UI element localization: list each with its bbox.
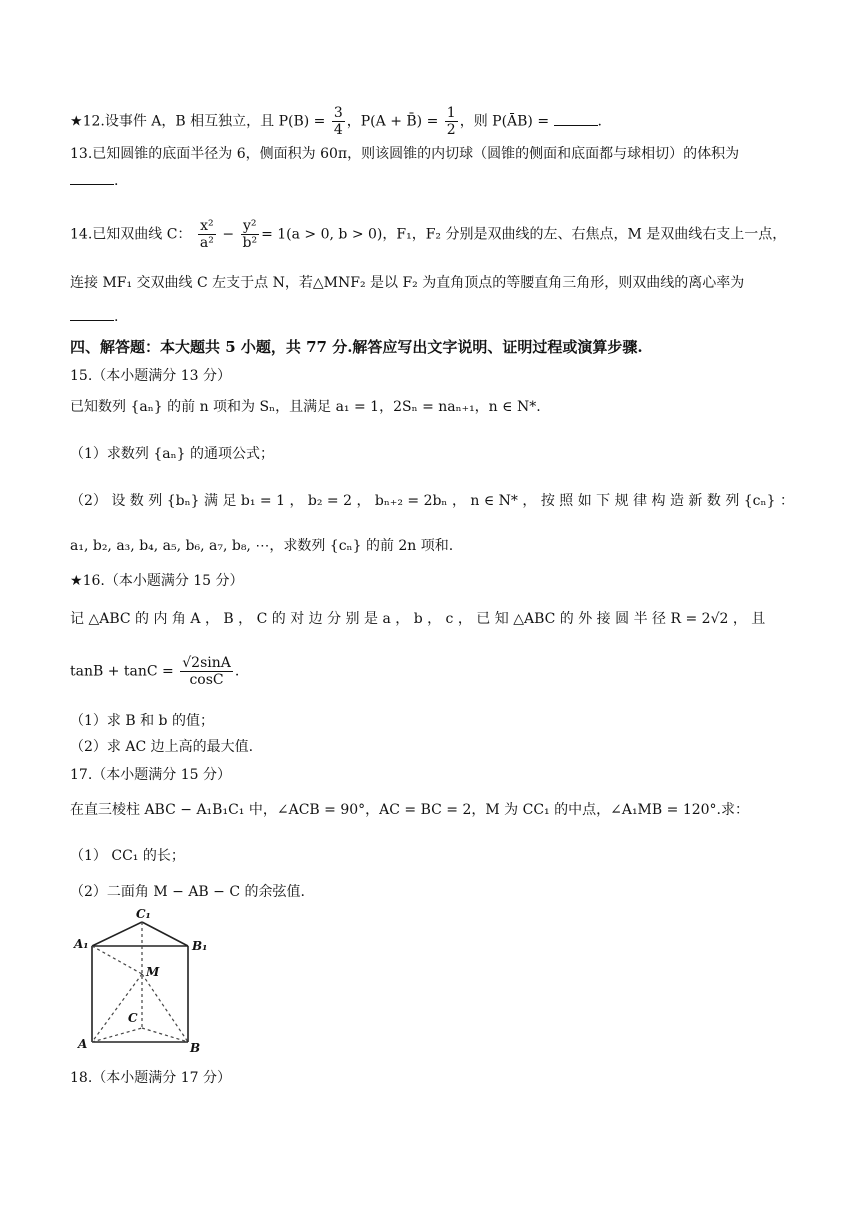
q12-fraction-2: $\frac{1}{2}$ [446, 105, 456, 138]
label-c: C [128, 1011, 138, 1025]
q15-part-2-line-2: a₁, b₂, a₃, b₄, a₅, b₆, a₇, b₈, ⋯，求数列 {cₙ} 的前 2n 项和. [70, 538, 454, 554]
q16-header: ★16.（本小题满分 15 分） [70, 573, 244, 589]
segment-a1-m [92, 946, 142, 974]
edge-a-c [92, 1028, 142, 1042]
q14-fraction-y: $\frac{\text{y²}}{\text{b²}}$ [242, 218, 258, 251]
q16-part-2: （2）求 AC 边上高的最大值. [70, 739, 254, 755]
label-b1: B₁ [192, 939, 208, 953]
label-m: M [146, 965, 160, 979]
question-13 [70, 144, 739, 164]
answer-blank[interactable] [554, 111, 598, 126]
q14-text-b: = 1(a > 0, b > 0)，F₁，F₂ 分别是双曲线的左、右焦点，M 是双曲线右支上一点， [261, 226, 787, 243]
label-a: A [78, 1037, 88, 1051]
q14-text-line2: 连接 MF₁ 交双曲线 C 左支于点 N，若△MNF₂ 是以 F₂ 为直角顶点的等腰直角三角形，则双曲线的离心率为 [70, 275, 745, 291]
q15-stem: 已知数列 {aₙ} 的前 n 项和为 Sₙ，且满足 a₁ = 1，2Sₙ = naₙ₊₁，n ∈ N*. [70, 399, 541, 415]
q17-part-2: （2）二面角 M − AB − C 的余弦值. [70, 884, 305, 900]
question-14-blank-line: . [70, 306, 118, 327]
segment-m-a [92, 974, 142, 1042]
edge-c1-b1 [142, 922, 188, 946]
segment-m-b [142, 974, 188, 1042]
label-a1: A₁ [74, 937, 89, 951]
q16-stem-line-1: 记 △ABC 的 内 角 A ， B ， C 的 对 边 分 别 是 a ， b ， c ， 已 知 △ABC 的 外 接 圆 半 径 R = 2√2 ， 且 [70, 611, 766, 627]
q16-part-1: （1）求 B 和 b 的值； [70, 713, 214, 729]
q17-part-1: （1） CC₁ 的长； [70, 848, 185, 864]
answer-blank[interactable] [70, 306, 114, 321]
answer-blank[interactable] [70, 170, 114, 185]
section-heading: 四、解答题：本大题共 5 小题，共 77 分.解答应写出文字说明、证明过程或演算步骤. [70, 338, 643, 356]
question-13-blank-line: . [70, 170, 118, 191]
edge-a1-c1 [92, 922, 142, 946]
q16-fraction: $\frac{√2\sin A}{\cos C}$ [182, 655, 231, 688]
q12-text-a: 12.设事件 A，B 相互独立，且 P(B) = [82, 113, 326, 130]
star-icon: ★ [70, 113, 83, 130]
q15-part-1: （1）求数列 {aₙ} 的通项公式； [70, 446, 275, 462]
question-12: ★12.设事件 A，B 相互独立，且 P(B) = $\frac{3}{4}$ ，P(A + B̄) = $\frac{1}{2}$ ，则 P(ĀB) = . [70, 105, 602, 138]
prism-figure [70, 908, 230, 1058]
label-c1: C₁ [136, 908, 151, 921]
q15-header: 15.（本小题满分 13 分） [70, 368, 231, 384]
q12-text-c: ，则 P(ĀB) = [459, 113, 550, 130]
q18-header: 18.（本小题满分 17 分） [70, 1070, 231, 1086]
star-icon: ★ [70, 573, 83, 589]
label-b: B [190, 1041, 201, 1055]
q13-text: 13.已知圆锥的底面半径为 6，侧面积为 60π，则该圆锥的内切球（圆锥的侧面和底面都与球相切）的体积为 [70, 146, 740, 162]
q12-fraction-1: $\frac{3}{4}$ [333, 105, 343, 138]
q17-header: 17.（本小题满分 15 分） [70, 767, 231, 783]
q14-text-a: 14.已知双曲线 C： [70, 226, 192, 243]
q17-stem: 在直三棱柱 ABC − A₁B₁C₁ 中，∠ACB = 90°，AC = BC = 2，M 为 CC₁ 的中点，∠A₁MB = 120°.求： [70, 802, 749, 818]
question-14: 14.已知双曲线 C： $\frac{\text{x²}}{\text{a²}}$ − $\frac{\text{y²}}{\text{b²}}$ = 1(a > 0, b > 0)，F₁，F₂ 分别是双曲线的左、右焦点，M 是双曲线右支上一点， [70, 218, 787, 251]
q12-text-b: ，P(A + B̄) = [346, 113, 439, 130]
q15-part-2-line-1: （2） 设 数 列 {bₙ} 满 足 b₁ = 1 ， b₂ = 2 ， bₙ₊₂ = 2bₙ ， n ∈ N* ， 按 照 如 下 规 律 构 造 新 数 列 {cₙ} ： [70, 493, 794, 509]
question-14-line-2 [70, 273, 744, 293]
q14-fraction-x: $\frac{\text{x²}}{\text{a²}}$ [199, 218, 214, 251]
edge-c-b [142, 1028, 188, 1042]
q16-stem-line-2: tanB + tanC = $\frac{√2\sin A}{\cos C}$ . [70, 655, 240, 688]
